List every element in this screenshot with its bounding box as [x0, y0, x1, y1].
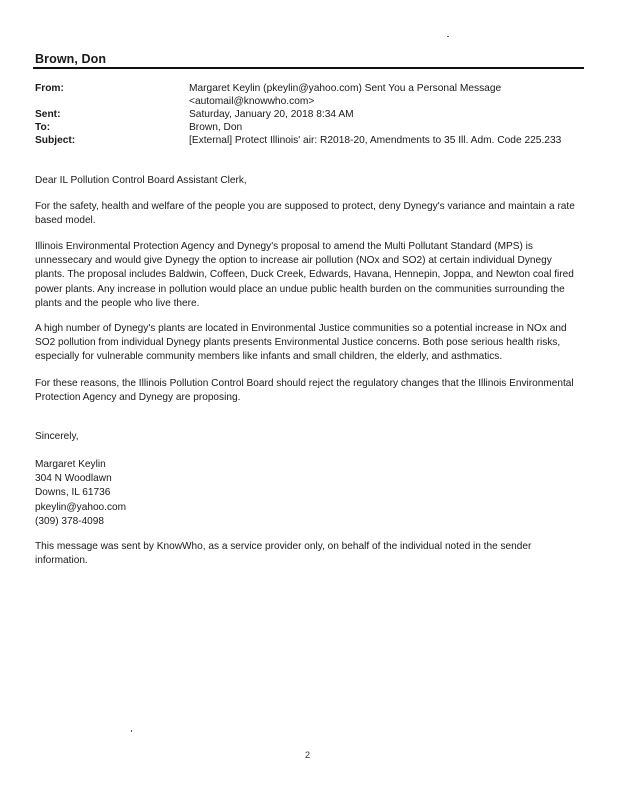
from-value-email: <automail@knowwho.com>	[189, 96, 315, 107]
subject-label: Subject:	[35, 135, 76, 146]
paragraph-2-text: Illinois Environmental Protection Agency and Dynegy's proposal to amend the Multi Pollutant Standard (MPS) is unnessecary and would give Dynegy the option to increase air pollution (NOx and SO2) at certain individual Dynegy plants. The proposal includes Baldwin, Coffeen, Duck Creek, Edwards, Havana, Hennepin, Joppa, and Newton coal fired power plants. Any increase in pollution would place an undue public health burden on the communities surrounding the plants and the people who live there.	[35, 241, 574, 309]
header-rule	[33, 67, 584, 69]
paragraph-1	[35, 200, 583, 228]
to-label: To:	[35, 122, 51, 133]
signer-street: 304 N Woodlawn	[35, 473, 112, 485]
page-number: 2	[305, 750, 311, 760]
paragraph-3-text: A high number of Dynegy's plants are located in Environmental Justice communities so a potential increase in NOx and SO2 pollution from individual Dynegy plants presents Environmental Justice concerns. Both pose serious health risks, especially for vulnerable community members like infants and small children, the elderly, and asthmatics.	[35, 323, 567, 363]
sent-value: Saturday, January 20, 2018 8:34 AM	[189, 109, 354, 120]
subject-value: [External] Protect Illinois' air: R2018-20, Amendments to 35 Ill. Adm. Code 225.233	[189, 135, 562, 146]
paragraph-3	[35, 322, 583, 365]
salutation: Dear IL Pollution Control Board Assistant Clerk,	[35, 175, 247, 186]
from-label: From:	[35, 83, 64, 94]
sent-label: Sent:	[35, 109, 61, 120]
signer-email: pkeylin@yahoo.com	[35, 501, 127, 513]
signature-details	[35, 458, 126, 529]
from-value: Margaret Keylin (pkeylin@yahoo.com) Sent You a Personal Message	[189, 83, 502, 94]
signature-block	[35, 430, 79, 444]
paragraph-2	[35, 240, 583, 311]
paragraph-4-text: For these reasons, the Illinois Pollution Control Board should reject the regulatory changes that the Illinois Environmental Protection Agency and Dynegy are proposing.	[35, 378, 574, 404]
sender-name: Brown, Don	[35, 52, 107, 66]
paragraph-4	[35, 377, 583, 405]
paragraph-1-text: For the safety, health and welfare of the people you are supposed to protect, deny Dynegy's variance and maintain a rate based model.	[35, 201, 575, 227]
signer-phone: (309) 378-4098	[35, 515, 105, 527]
closing: Sincerely,	[35, 431, 79, 442]
to-value: Brown, Don	[189, 122, 243, 133]
scan-speck	[131, 730, 132, 732]
signer-name: Margaret Keylin	[35, 459, 106, 470]
footer-note: This message was sent by KnowWho, as a service provider only, on behalf of the individual noted in the sender information.	[35, 541, 532, 567]
scan-speck	[447, 36, 449, 37]
signer-city: Downs, IL 61736	[35, 487, 111, 499]
